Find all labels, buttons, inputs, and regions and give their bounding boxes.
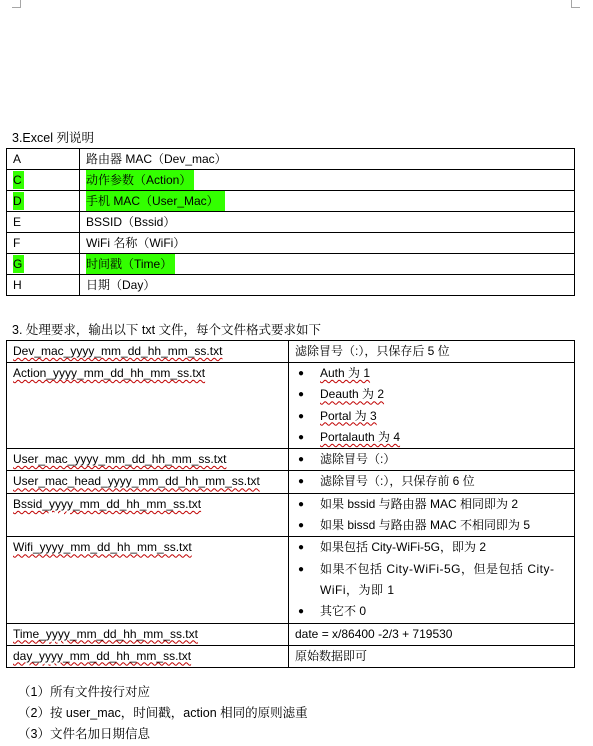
list-item: ● Deauth 为 2 bbox=[295, 384, 568, 405]
table-row bbox=[7, 645, 575, 667]
file-name[interactable]: day_yyyy_mm_dd_hh_mm_ss.txt bbox=[7, 645, 289, 667]
column-key[interactable]: E bbox=[7, 212, 80, 233]
rule-list bbox=[295, 537, 568, 622]
requirements-title[interactable]: 3. 处理要求，输出以下 txt 文件，每个文件格式要求如下 bbox=[12, 323, 322, 337]
file-rule[interactable]: date = x/86400 -2/3 + 719530 bbox=[289, 623, 575, 645]
note-1[interactable]: （1）所有文件按行对应 bbox=[18, 685, 150, 699]
column-desc[interactable]: 日期（Day） bbox=[80, 275, 575, 296]
rule-list bbox=[295, 471, 568, 492]
file-name[interactable]: User_mac_yyyy_mm_dd_hh_mm_ss.txt bbox=[7, 449, 289, 471]
file-rule[interactable] bbox=[289, 471, 575, 493]
excel-columns-table bbox=[6, 148, 575, 296]
column-desc[interactable]: 手机 MAC（User_Mac） bbox=[80, 191, 575, 212]
table-row bbox=[7, 212, 575, 233]
table-row bbox=[7, 149, 575, 170]
table-row bbox=[7, 449, 575, 471]
section3-title[interactable]: 3.Excel 列说明 bbox=[12, 131, 94, 145]
table-row bbox=[7, 341, 575, 363]
column-desc[interactable]: BSSID（Bssid） bbox=[80, 212, 575, 233]
file-name[interactable]: Time_yyyy_mm_dd_hh_mm_ss.txt bbox=[7, 623, 289, 645]
list-item: ● 滤除冒号（:），只保存前 6 位 bbox=[295, 471, 568, 492]
table-row bbox=[7, 170, 575, 191]
file-name[interactable]: Action_yyyy_mm_dd_hh_mm_ss.txt bbox=[7, 363, 289, 449]
rule-list bbox=[295, 363, 568, 448]
page-corner-mark-right bbox=[571, 0, 580, 8]
file-rule[interactable]: 原始数据即可 bbox=[289, 645, 575, 667]
file-name[interactable]: Wifi_yyyy_mm_dd_hh_mm_ss.txt bbox=[7, 537, 289, 623]
list-item: ● 如果 bissd 与路由器 MAC 不相同即为 5 bbox=[295, 515, 568, 536]
file-rule[interactable] bbox=[289, 449, 575, 471]
file-name[interactable]: Dev_mac_yyyy_mm_dd_hh_mm_ss.txt bbox=[7, 341, 289, 363]
column-key[interactable]: G bbox=[7, 254, 80, 275]
table-row bbox=[7, 233, 575, 254]
list-item: ● Portal 为 3 bbox=[295, 406, 568, 427]
column-desc[interactable]: 动作参数（Action） bbox=[80, 170, 575, 191]
note-3[interactable]: （3）文件名加日期信息 bbox=[18, 727, 150, 741]
column-key[interactable]: D bbox=[7, 191, 80, 212]
file-rule[interactable] bbox=[289, 537, 575, 623]
table-row bbox=[7, 537, 575, 623]
list-item: ● Portalauth 为 4 bbox=[295, 427, 568, 448]
file-rule[interactable] bbox=[289, 493, 575, 537]
table-row bbox=[7, 623, 575, 645]
requirements-table bbox=[6, 340, 575, 668]
file-rule[interactable] bbox=[289, 363, 575, 449]
column-desc[interactable]: 路由器 MAC（Dev_mac） bbox=[80, 149, 575, 170]
file-name[interactable]: Bssid_yyyy_mm_dd_hh_mm_ss.txt bbox=[7, 493, 289, 537]
table-row bbox=[7, 471, 575, 493]
table-row bbox=[7, 191, 575, 212]
file-rule[interactable]: 滤除冒号（:），只保存后 5 位 bbox=[289, 341, 575, 363]
column-key[interactable]: A bbox=[7, 149, 80, 170]
list-item: ● Auth 为 1 bbox=[295, 363, 568, 384]
table-row bbox=[7, 254, 575, 275]
table-row bbox=[7, 363, 575, 449]
column-key[interactable]: H bbox=[7, 275, 80, 296]
page-corner-mark-left bbox=[12, 0, 21, 8]
column-desc[interactable]: WiFi 名称（WiFi） bbox=[80, 233, 575, 254]
list-item: ● 滤除冒号（:） bbox=[295, 449, 568, 470]
list-item: ● 如果不包括 City-WiFi-5G，但是包括 City-WiFi，为即 1 bbox=[295, 559, 568, 602]
list-item: ● 如果包括 City-WiFi-5G，即为 2 bbox=[295, 537, 568, 558]
table-row bbox=[7, 493, 575, 537]
list-item: ● 其它不 0 bbox=[295, 601, 568, 622]
note-2[interactable]: （2）按 user_mac，时间戳，action 相同的原则滤重 bbox=[18, 706, 308, 720]
column-key[interactable]: C bbox=[7, 170, 80, 191]
rule-list bbox=[295, 494, 568, 537]
column-desc[interactable]: 时间戳（Time） bbox=[80, 254, 575, 275]
column-key[interactable]: F bbox=[7, 233, 80, 254]
list-item: ● 如果 bssid 与路由器 MAC 相同即为 2 bbox=[295, 494, 568, 515]
table-row bbox=[7, 275, 575, 296]
file-name[interactable]: User_mac_head_yyyy_mm_dd_hh_mm_ss.txt bbox=[7, 471, 289, 493]
rule-list bbox=[295, 449, 568, 470]
